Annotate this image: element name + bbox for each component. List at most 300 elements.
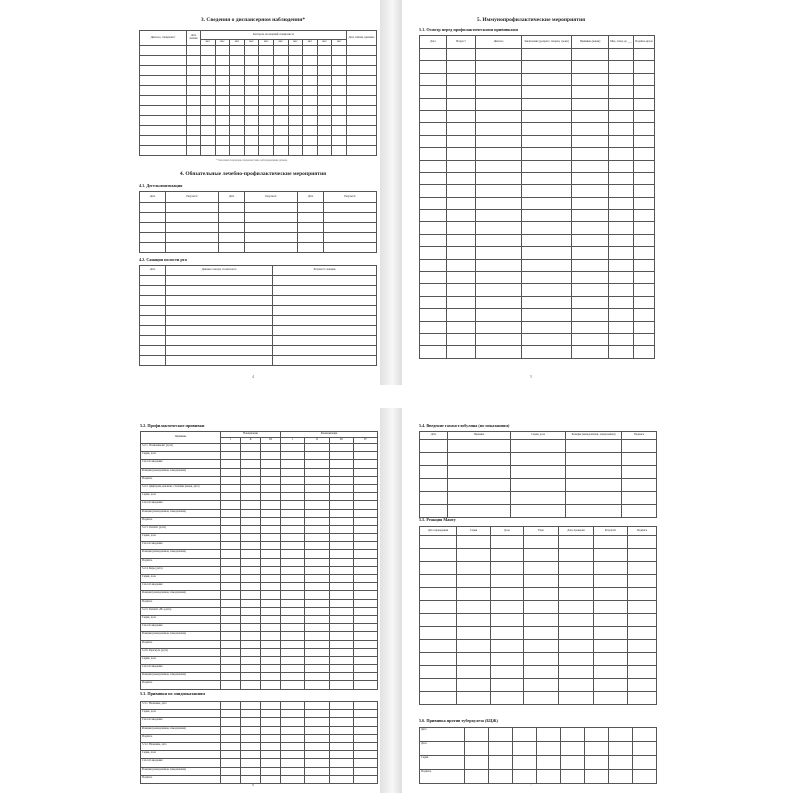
table-cell[interactable] (241, 681, 261, 689)
table-cell[interactable] (221, 656, 241, 664)
table-cell[interactable] (513, 728, 537, 742)
table-cell[interactable] (221, 460, 241, 468)
table-cell[interactable] (420, 333, 447, 345)
table-cell[interactable] (491, 653, 524, 666)
table-cell[interactable] (305, 665, 329, 673)
table-cell[interactable] (305, 624, 329, 632)
table-cell[interactable] (447, 296, 476, 308)
table-cell[interactable] (187, 96, 201, 106)
table-cell[interactable] (457, 653, 491, 666)
table-cell[interactable] (522, 49, 572, 61)
table-cell[interactable] (420, 505, 448, 518)
table-cell[interactable] (622, 440, 657, 453)
table-cell[interactable] (329, 656, 353, 664)
table-cell[interactable] (609, 321, 634, 333)
table-cell[interactable] (221, 534, 241, 542)
table-cell[interactable] (187, 46, 201, 56)
table-cell[interactable] (281, 591, 305, 599)
table-cell[interactable] (261, 734, 281, 742)
table-cell[interactable] (288, 86, 303, 96)
table-cell[interactable] (634, 346, 655, 358)
table-cell[interactable] (447, 346, 476, 358)
table-cell[interactable] (457, 575, 491, 588)
table-cell[interactable] (305, 509, 329, 517)
table-cell[interactable] (594, 666, 628, 679)
table-cell[interactable] (329, 493, 353, 501)
table-cell[interactable] (329, 759, 353, 767)
table-cell[interactable] (594, 562, 628, 575)
table-cell[interactable] (261, 575, 281, 583)
table-cell[interactable] (572, 296, 609, 308)
table-cell[interactable] (524, 666, 559, 679)
table-cell[interactable] (420, 73, 447, 85)
table-cell[interactable] (221, 681, 241, 689)
table-cell[interactable] (329, 673, 353, 681)
table-cell[interactable] (241, 656, 261, 664)
table-cell[interactable] (524, 575, 559, 588)
table-cell[interactable] (353, 591, 377, 599)
table-cell[interactable] (187, 106, 201, 116)
table-cell[interactable] (241, 599, 261, 607)
table-cell[interactable] (241, 558, 261, 566)
table-cell[interactable] (594, 588, 628, 601)
table-cell[interactable] (303, 46, 318, 56)
table-cell[interactable] (559, 601, 594, 614)
table-cell[interactable] (329, 476, 353, 484)
table-cell[interactable] (559, 562, 594, 575)
table-cell[interactable] (332, 46, 347, 56)
table-cell[interactable] (305, 517, 329, 525)
table-cell[interactable] (329, 718, 353, 726)
table-cell[interactable] (259, 56, 274, 66)
table-cell[interactable] (317, 66, 332, 76)
table-cell[interactable] (281, 550, 305, 558)
table-cell[interactable] (476, 86, 522, 98)
table-cell[interactable] (491, 679, 524, 692)
table-cell[interactable] (572, 284, 609, 296)
table-cell[interactable] (522, 172, 572, 184)
table-cell[interactable] (420, 614, 457, 627)
table-cell[interactable] (476, 259, 522, 271)
table-cell[interactable] (353, 476, 377, 484)
table-cell[interactable] (447, 234, 476, 246)
table-cell[interactable] (305, 726, 329, 734)
table-cell[interactable] (259, 96, 274, 106)
table-cell[interactable] (566, 466, 622, 479)
table-cell[interactable] (448, 492, 511, 505)
table-cell[interactable] (305, 607, 329, 615)
table-cell[interactable] (281, 767, 305, 775)
table-cell[interactable] (634, 197, 655, 209)
table-cell[interactable] (447, 110, 476, 122)
table-cell[interactable] (559, 640, 594, 653)
table-cell[interactable] (559, 653, 594, 666)
table-cell[interactable] (420, 653, 457, 666)
table-cell[interactable] (420, 49, 447, 61)
table-cell[interactable] (572, 222, 609, 234)
table-cell[interactable] (420, 466, 448, 479)
table-cell[interactable] (447, 61, 476, 73)
table-cell[interactable] (420, 98, 447, 110)
table-cell[interactable] (219, 223, 245, 233)
table-cell[interactable] (594, 692, 628, 705)
table-cell[interactable] (447, 210, 476, 222)
table-cell[interactable] (329, 501, 353, 509)
table-cell[interactable] (491, 575, 524, 588)
table-cell[interactable] (522, 135, 572, 147)
table-cell[interactable] (244, 96, 259, 106)
table-cell[interactable] (329, 558, 353, 566)
table-cell[interactable] (332, 86, 347, 96)
table-cell[interactable] (281, 452, 305, 460)
table-cell[interactable] (522, 333, 572, 345)
table-cell[interactable] (420, 110, 447, 122)
table-cell[interactable] (281, 517, 305, 525)
table-cell[interactable] (230, 126, 245, 136)
table-cell[interactable] (353, 702, 377, 710)
table-cell[interactable] (281, 583, 305, 591)
table-cell[interactable] (353, 583, 377, 591)
table-cell[interactable] (305, 583, 329, 591)
table-cell[interactable] (491, 692, 524, 705)
table-cell[interactable] (329, 702, 353, 710)
table-cell[interactable] (420, 172, 447, 184)
table-cell[interactable] (140, 76, 187, 86)
table-cell[interactable] (420, 575, 457, 588)
table-cell[interactable] (329, 583, 353, 591)
table-cell[interactable] (524, 601, 559, 614)
table-cell[interactable] (281, 575, 305, 583)
table-cell[interactable] (261, 648, 281, 656)
table-cell[interactable] (317, 96, 332, 106)
table-cell[interactable] (140, 276, 166, 286)
table-cell[interactable] (261, 665, 281, 673)
table-cell[interactable] (476, 135, 522, 147)
table-cell[interactable] (572, 123, 609, 135)
table-cell[interactable] (522, 123, 572, 135)
table-cell[interactable] (273, 116, 288, 126)
table-cell[interactable] (447, 284, 476, 296)
table-cell[interactable] (476, 247, 522, 259)
table-cell[interactable] (420, 247, 447, 259)
table-cell[interactable] (273, 296, 377, 306)
table-cell[interactable] (329, 665, 353, 673)
table-cell[interactable] (622, 479, 657, 492)
table-cell[interactable] (221, 599, 241, 607)
table-cell[interactable] (609, 185, 634, 197)
table-cell[interactable] (215, 56, 230, 66)
table-cell[interactable] (219, 243, 245, 253)
table-cell[interactable] (353, 615, 377, 623)
table-cell[interactable] (166, 203, 219, 213)
table-cell[interactable] (221, 484, 241, 492)
table-cell[interactable] (305, 615, 329, 623)
table-cell[interactable] (221, 673, 241, 681)
table-cell[interactable] (628, 562, 657, 575)
table-cell[interactable] (634, 234, 655, 246)
table-cell[interactable] (215, 106, 230, 116)
table-cell[interactable] (187, 116, 201, 126)
table-cell[interactable] (522, 247, 572, 259)
table-cell[interactable] (522, 321, 572, 333)
table-cell[interactable] (609, 135, 634, 147)
table-cell[interactable] (273, 46, 288, 56)
table-cell[interactable] (476, 61, 522, 73)
table-cell[interactable] (221, 632, 241, 640)
table-cell[interactable] (215, 96, 230, 106)
table-cell[interactable] (332, 146, 347, 156)
table-cell[interactable] (273, 286, 377, 296)
table-cell[interactable] (241, 759, 261, 767)
table-cell[interactable] (353, 460, 377, 468)
table-cell[interactable] (303, 146, 318, 156)
table-cell[interactable] (353, 742, 377, 750)
table-cell[interactable] (572, 247, 609, 259)
table-cell[interactable] (609, 272, 634, 284)
table-cell[interactable] (221, 476, 241, 484)
table-cell[interactable] (221, 468, 241, 476)
table-cell[interactable] (628, 588, 657, 601)
table-cell[interactable] (230, 146, 245, 156)
table-cell[interactable] (522, 185, 572, 197)
table-cell[interactable] (305, 476, 329, 484)
table-cell[interactable] (305, 599, 329, 607)
table-cell[interactable] (476, 222, 522, 234)
table-cell[interactable] (221, 767, 241, 775)
table-cell[interactable] (305, 681, 329, 689)
table-cell[interactable] (622, 453, 657, 466)
table-cell[interactable] (166, 346, 273, 356)
table-cell[interactable] (609, 333, 634, 345)
table-cell[interactable] (305, 710, 329, 718)
table-cell[interactable] (457, 536, 491, 549)
table-cell[interactable] (215, 46, 230, 56)
table-cell[interactable] (447, 333, 476, 345)
table-cell[interactable] (420, 222, 447, 234)
table-cell[interactable] (230, 46, 245, 56)
table-cell[interactable] (261, 656, 281, 664)
table-cell[interactable] (353, 726, 377, 734)
table-cell[interactable] (324, 223, 377, 233)
table-cell[interactable] (288, 106, 303, 116)
table-cell[interactable] (221, 583, 241, 591)
table-cell[interactable] (353, 624, 377, 632)
table-cell[interactable] (215, 116, 230, 126)
table-cell[interactable] (305, 550, 329, 558)
table-cell[interactable] (448, 466, 511, 479)
table-cell[interactable] (572, 73, 609, 85)
table-cell[interactable] (245, 213, 298, 223)
table-cell[interactable] (140, 46, 187, 56)
table-cell[interactable] (221, 640, 241, 648)
table-cell[interactable] (572, 321, 609, 333)
table-cell[interactable] (317, 126, 332, 136)
table-cell[interactable] (281, 710, 305, 718)
table-cell[interactable] (329, 509, 353, 517)
table-cell[interactable] (281, 501, 305, 509)
table-cell[interactable] (244, 106, 259, 116)
table-cell[interactable] (329, 615, 353, 623)
table-cell[interactable] (513, 756, 537, 770)
table-cell[interactable] (329, 566, 353, 574)
table-cell[interactable] (457, 562, 491, 575)
table-cell[interactable] (634, 61, 655, 73)
table-cell[interactable] (447, 123, 476, 135)
table-cell[interactable] (420, 562, 457, 575)
table-cell[interactable] (140, 316, 166, 326)
table-cell[interactable] (332, 56, 347, 66)
table-cell[interactable] (140, 56, 187, 66)
table-cell[interactable] (420, 210, 447, 222)
table-cell[interactable] (353, 632, 377, 640)
table-cell[interactable] (201, 76, 216, 86)
table-cell[interactable] (140, 126, 187, 136)
table-cell[interactable] (305, 742, 329, 750)
table-cell[interactable] (298, 213, 324, 223)
table-cell[interactable] (634, 284, 655, 296)
table-cell[interactable] (261, 624, 281, 632)
table-cell[interactable] (522, 346, 572, 358)
table-cell[interactable] (572, 160, 609, 172)
table-cell[interactable] (511, 492, 566, 505)
table-cell[interactable] (572, 197, 609, 209)
table-cell[interactable] (245, 223, 298, 233)
table-cell[interactable] (303, 76, 318, 86)
table-cell[interactable] (447, 272, 476, 284)
table-cell[interactable] (317, 56, 332, 66)
table-cell[interactable] (259, 126, 274, 136)
table-cell[interactable] (273, 56, 288, 66)
table-cell[interactable] (261, 681, 281, 689)
table-cell[interactable] (305, 534, 329, 542)
table-cell[interactable] (166, 243, 219, 253)
table-cell[interactable] (447, 247, 476, 259)
table-cell[interactable] (346, 116, 376, 126)
table-cell[interactable] (259, 66, 274, 76)
table-cell[interactable] (634, 222, 655, 234)
table-cell[interactable] (244, 66, 259, 76)
table-cell[interactable] (215, 66, 230, 76)
table-cell[interactable] (305, 452, 329, 460)
table-cell[interactable] (281, 476, 305, 484)
table-cell[interactable] (561, 756, 585, 770)
table-cell[interactable] (346, 136, 376, 146)
table-cell[interactable] (273, 356, 377, 366)
table-cell[interactable] (273, 66, 288, 76)
table-cell[interactable] (324, 243, 377, 253)
table-cell[interactable] (609, 259, 634, 271)
table-cell[interactable] (261, 710, 281, 718)
table-cell[interactable] (609, 160, 634, 172)
table-cell[interactable] (476, 284, 522, 296)
table-cell[interactable] (221, 591, 241, 599)
table-cell[interactable] (298, 243, 324, 253)
table-cell[interactable] (634, 210, 655, 222)
table-cell[interactable] (628, 666, 657, 679)
table-cell[interactable] (353, 517, 377, 525)
table-cell[interactable] (511, 479, 566, 492)
table-cell[interactable] (305, 767, 329, 775)
table-cell[interactable] (329, 624, 353, 632)
table-cell[interactable] (634, 185, 655, 197)
table-cell[interactable] (609, 247, 634, 259)
table-cell[interactable] (201, 66, 216, 76)
table-cell[interactable] (634, 172, 655, 184)
table-cell[interactable] (522, 234, 572, 246)
table-cell[interactable] (476, 123, 522, 135)
table-cell[interactable] (634, 259, 655, 271)
table-cell[interactable] (261, 726, 281, 734)
table-cell[interactable] (273, 306, 377, 316)
table-cell[interactable] (329, 734, 353, 742)
table-cell[interactable] (622, 492, 657, 505)
table-cell[interactable] (281, 566, 305, 574)
table-cell[interactable] (305, 640, 329, 648)
table-cell[interactable] (559, 588, 594, 601)
table-cell[interactable] (447, 197, 476, 209)
table-cell[interactable] (230, 96, 245, 106)
table-cell[interactable] (572, 86, 609, 98)
table-cell[interactable] (166, 213, 219, 223)
table-cell[interactable] (261, 566, 281, 574)
table-cell[interactable] (329, 591, 353, 599)
table-cell[interactable] (420, 135, 447, 147)
table-cell[interactable] (166, 306, 273, 316)
table-cell[interactable] (303, 96, 318, 106)
table-cell[interactable] (288, 126, 303, 136)
table-cell[interactable] (261, 599, 281, 607)
table-cell[interactable] (476, 148, 522, 160)
table-cell[interactable] (524, 588, 559, 601)
table-cell[interactable] (491, 536, 524, 549)
table-cell[interactable] (281, 558, 305, 566)
table-cell[interactable] (353, 452, 377, 460)
table-cell[interactable] (261, 759, 281, 767)
table-cell[interactable] (281, 509, 305, 517)
table-cell[interactable] (634, 148, 655, 160)
table-cell[interactable] (457, 614, 491, 627)
table-cell[interactable] (261, 558, 281, 566)
table-cell[interactable] (522, 110, 572, 122)
table-cell[interactable] (261, 591, 281, 599)
table-cell[interactable] (305, 656, 329, 664)
table-cell[interactable] (353, 542, 377, 550)
table-cell[interactable] (491, 666, 524, 679)
table-cell[interactable] (329, 525, 353, 533)
table-cell[interactable] (201, 126, 216, 136)
table-cell[interactable] (346, 96, 376, 106)
table-cell[interactable] (303, 106, 318, 116)
table-cell[interactable] (572, 110, 609, 122)
table-cell[interactable] (221, 718, 241, 726)
table-cell[interactable] (420, 197, 447, 209)
table-cell[interactable] (420, 627, 457, 640)
table-cell[interactable] (273, 76, 288, 86)
table-cell[interactable] (346, 66, 376, 76)
table-cell[interactable] (261, 525, 281, 533)
table-cell[interactable] (572, 333, 609, 345)
table-cell[interactable] (230, 136, 245, 146)
table-cell[interactable] (353, 718, 377, 726)
table-cell[interactable] (628, 692, 657, 705)
table-cell[interactable] (215, 136, 230, 146)
table-cell[interactable] (221, 607, 241, 615)
table-cell[interactable] (634, 247, 655, 259)
table-cell[interactable] (281, 759, 305, 767)
table-cell[interactable] (448, 505, 511, 518)
table-cell[interactable] (572, 148, 609, 160)
table-cell[interactable] (329, 742, 353, 750)
